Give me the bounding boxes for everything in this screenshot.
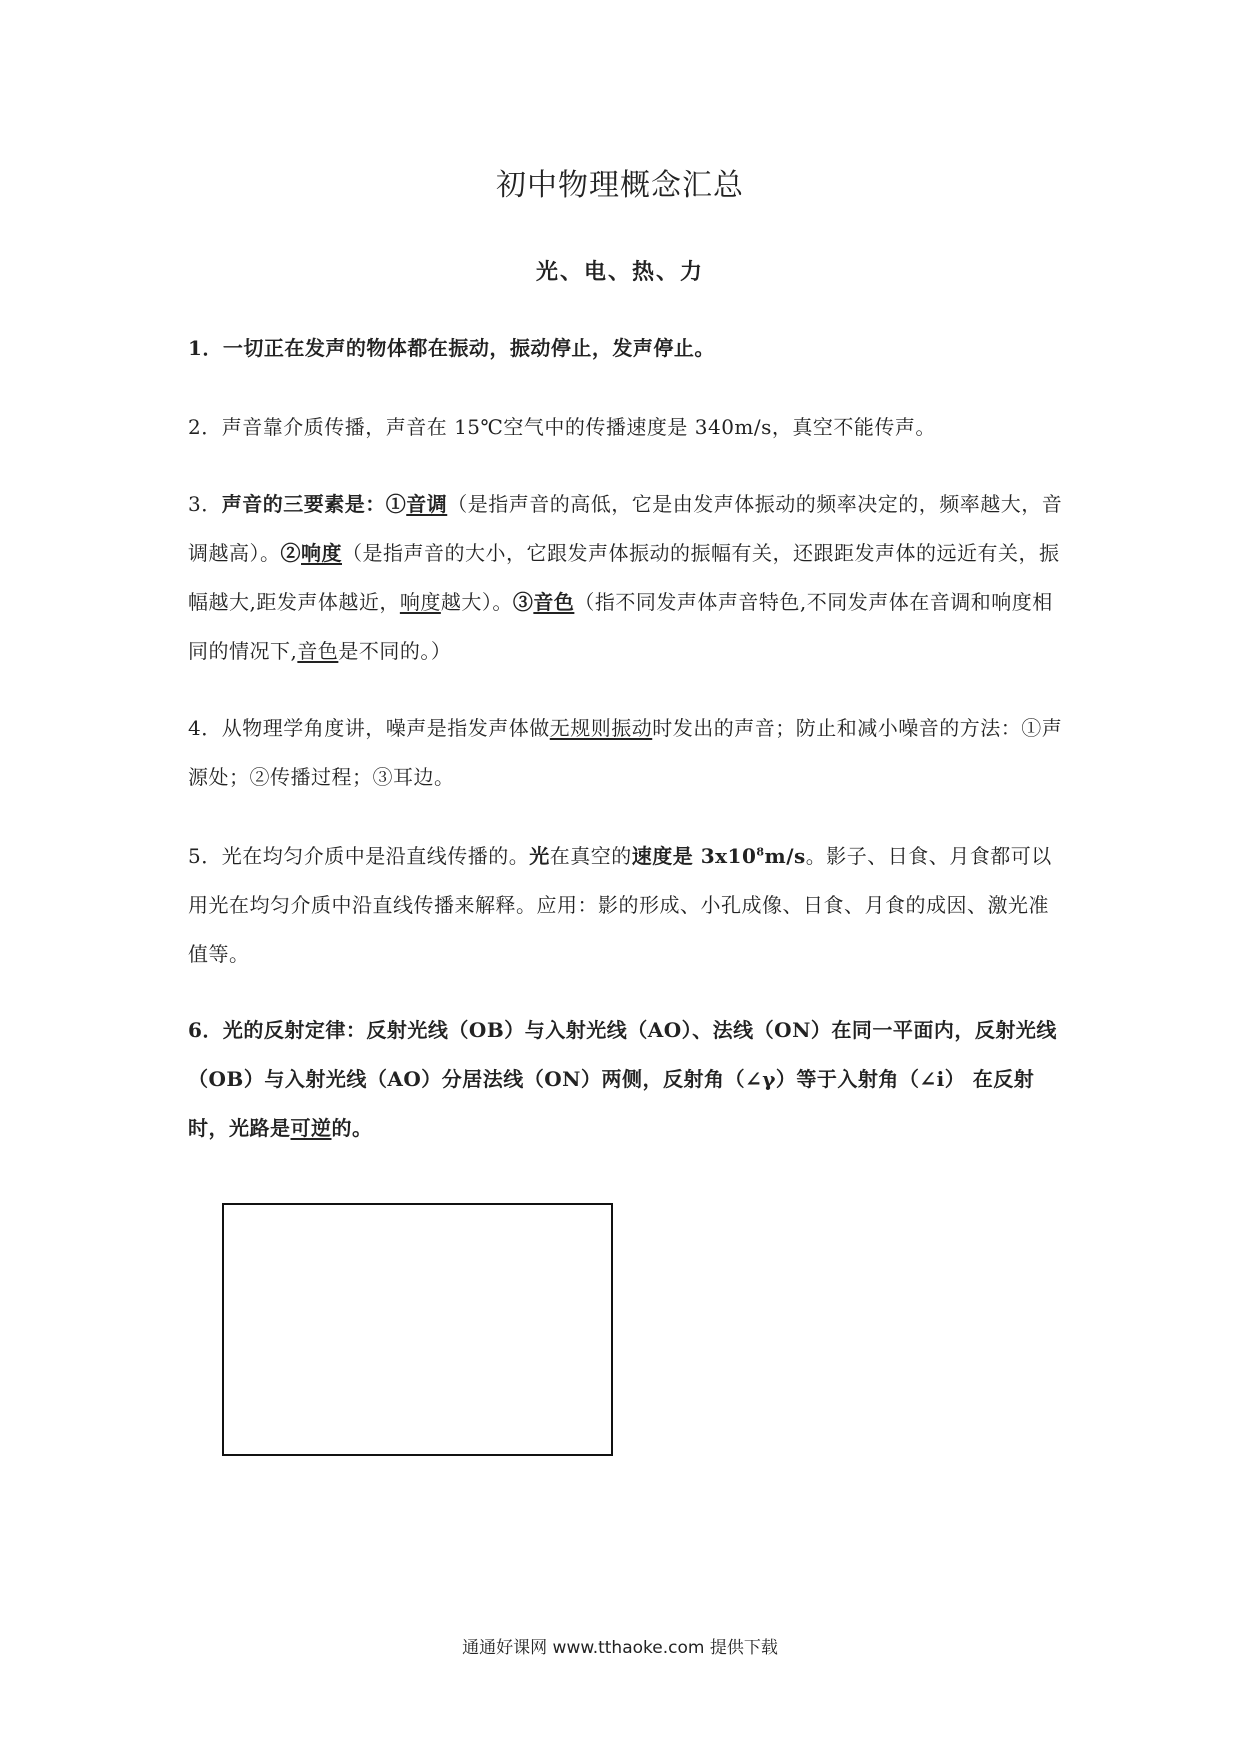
body-text: 。影子、日食、月食都可以用光在均匀介质中沿直线传播来解释。应用：影的形成、小孔成像、日食、月食的成因、激光准值等。 xyxy=(188,844,1052,966)
underlined-term: 无规则振动 xyxy=(549,716,653,740)
concept-item-6 xyxy=(188,1006,1064,1153)
bold-text: 光 xyxy=(529,844,550,868)
key-term-pitch: 音调 xyxy=(406,492,448,516)
underlined-term: 响度 xyxy=(399,590,441,614)
key-term-loudness: 响度 xyxy=(301,541,342,565)
explanation-text: 是不同的。） xyxy=(338,639,452,663)
page-footer: 通通好课网 www.tthaoke.com 提供下载 xyxy=(462,1638,778,1658)
section-subtitle: 光、电、热、力 xyxy=(535,259,704,285)
bold-text: 度是 3x10 xyxy=(652,844,757,868)
bold-text: 6．光的反射定律：反射光线（OB）与入射光线（AO）、法线（ON）在同一平面内，反射光线（OB）与入射光线（AO）分居法线（ON）两侧，反射角（∠γ）等于入射角（∠i） 在反射时，光路是 xyxy=(188,1018,1057,1140)
explanation-text: （是指声音的大小，它跟发声体振动的振幅有关，还跟距发声体的远近有关，振幅越大,距发声体越近， xyxy=(188,541,1060,614)
body-text: 时发出的声音；防止和减小噪音的方法：①声源处；②传播过程；③耳边。 xyxy=(188,716,1063,789)
key-term-timbre: 音色 xyxy=(533,590,575,614)
concept-item-1: 1．一切正在发声的物体都在振动，振动停止，发声停止。 xyxy=(188,336,715,360)
body-text: 在真空的 xyxy=(549,844,632,868)
bold-text: 声音的三要素是： xyxy=(221,492,386,516)
body-text: 5．光在均匀介质中是沿直线传播的。 xyxy=(188,844,530,868)
item-number: 3． xyxy=(188,492,222,516)
underlined-term: 音色 xyxy=(297,639,339,663)
underlined-term: 可逆 xyxy=(290,1116,332,1140)
circled-number: ② xyxy=(280,541,301,565)
concept-item-4 xyxy=(188,704,1064,802)
bold-text: 速 xyxy=(631,844,653,868)
bold-text: 的。 xyxy=(331,1116,373,1140)
concept-item-3 xyxy=(188,480,1064,676)
exponent: 8 xyxy=(756,845,765,859)
page-title: 初中物理概念汇总 xyxy=(496,168,744,203)
concept-item-5 xyxy=(188,832,1064,979)
explanation-text: （指不同发声体声音特色,不同发声体在音调和响度相同的情况下, xyxy=(188,590,1053,663)
unit-text: m/s xyxy=(764,844,806,868)
circled-number: ③ xyxy=(512,590,534,614)
concept-item-2: 2．声音靠介质传播，声音在 15℃空气中的传播速度是 340m/s，真空不能传声。 xyxy=(188,415,936,439)
figure-placeholder-box xyxy=(222,1203,613,1456)
explanation-text: 越大）。 xyxy=(440,590,513,614)
body-text: 4．从物理学角度讲，噪声是指发声体做 xyxy=(188,716,550,740)
explanation-text: （是指声音的高低，它是由发声体振动的频率决定的，频率越大，音调越高）。 xyxy=(188,492,1063,565)
circled-number: ① xyxy=(385,492,407,516)
